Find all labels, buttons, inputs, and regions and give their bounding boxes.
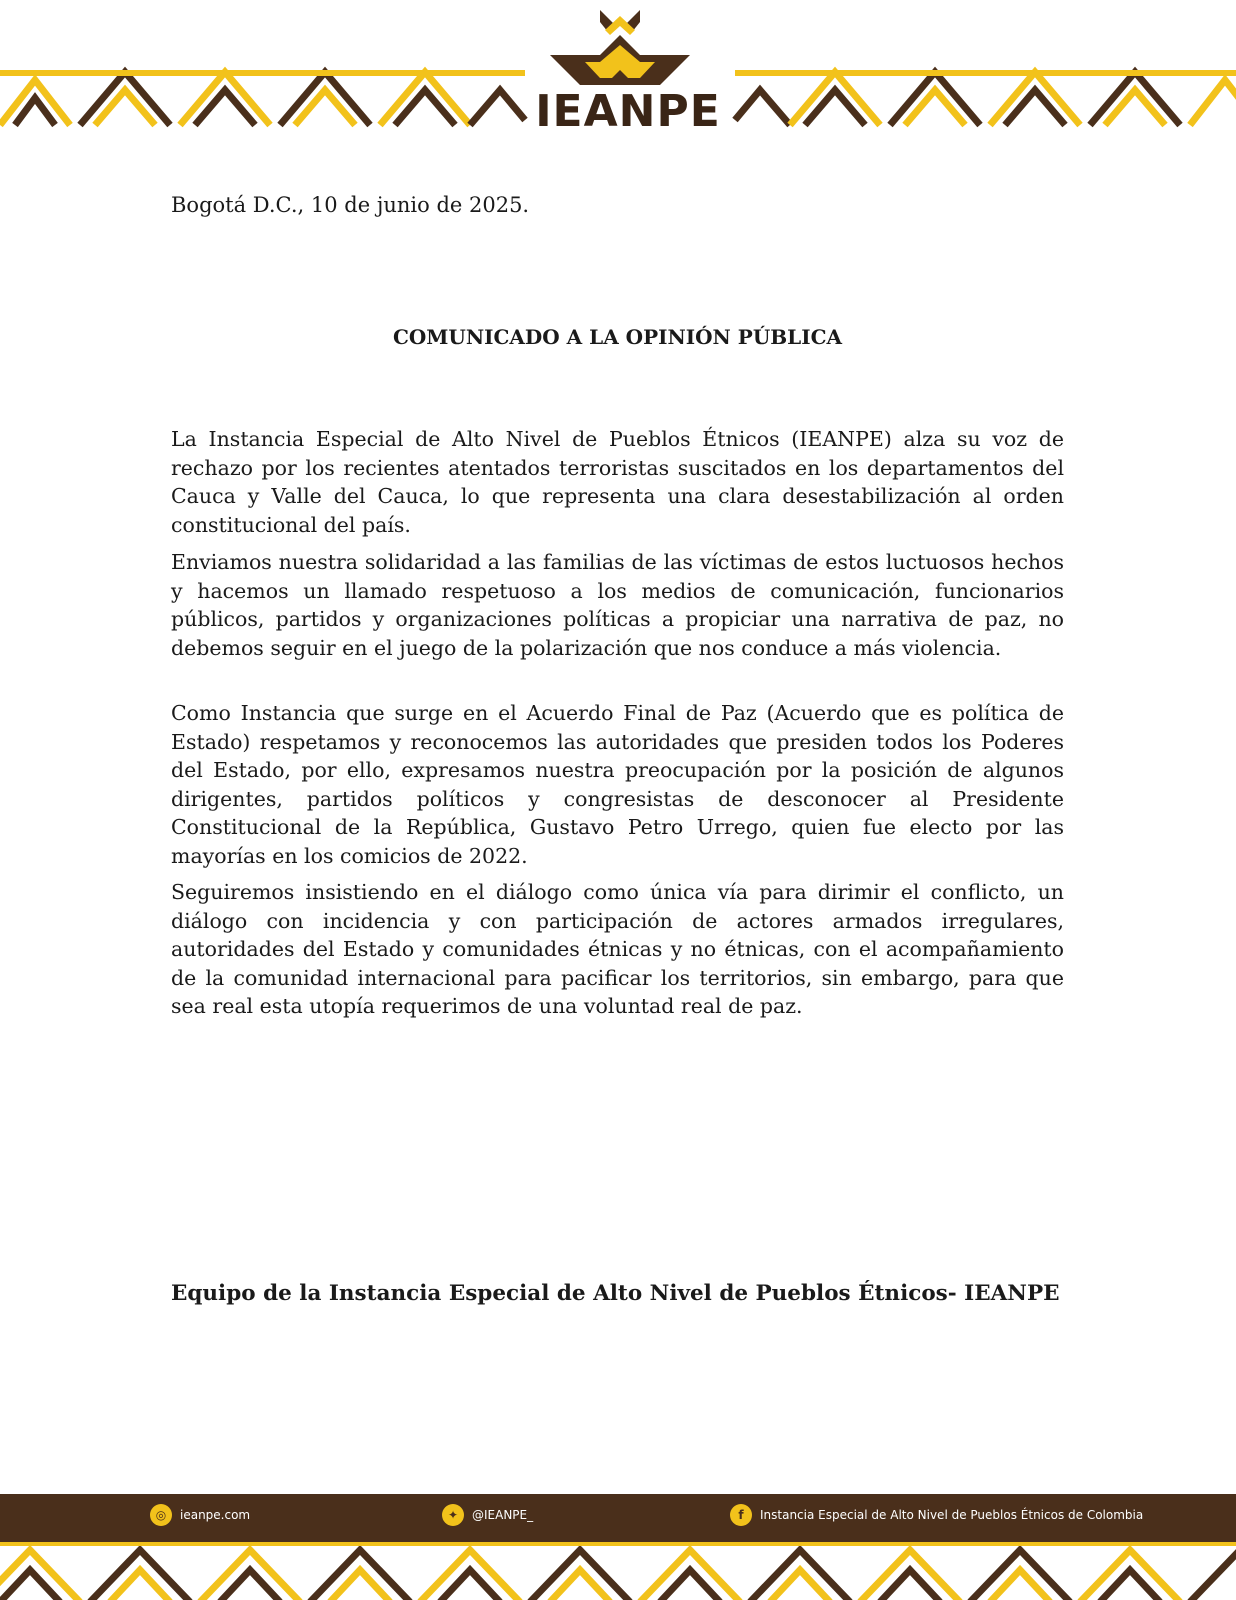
signature: Equipo de la Instancia Especial de Alto Nivel de Pueblos Étnicos- IEANPE xyxy=(171,1281,1060,1306)
paragraph-4: Seguiremos insistiendo en el diálogo como única vía para dirimir el conflicto, un diálogo con incidencia y con participación de actores armados irregulares, autoridades del Estado y comunidades étnicas y no étnicas, con el acompañamiento de la comunidad internacional para pacificar los territorios, sin embargo, para que sea real esta utopía requerimos de una voluntad real de paz. xyxy=(171,880,1064,1018)
ieanpe-logo-icon xyxy=(550,10,690,85)
footer-twitter[interactable] xyxy=(442,1504,533,1526)
footer-website[interactable] xyxy=(150,1504,250,1526)
facebook-icon: f xyxy=(730,1504,752,1526)
paragraph-2: Enviamos nuestra solidaridad a las familias de las víctimas de estos luctuosos hechos y hacemos un llamado respetuoso a los medios de comunicación, funcionarios públicos, partidos y organizaciones políticas a propiciar una narrativa de paz, no debemos seguir en el juego de la polarización que nos conduce a más violencia. xyxy=(171,550,1064,660)
document-title: COMUNICADO A LA OPINIÓN PÚBLICA xyxy=(392,325,843,349)
facebook-page: Instancia Especial de Alto Nivel de Pueblos Étnicos de Colombia xyxy=(760,1508,1144,1522)
document-date: Bogotá D.C., 10 de junio de 2025. xyxy=(171,193,530,217)
globe-icon: ◎ xyxy=(150,1504,172,1526)
header-banner xyxy=(0,0,1236,135)
paragraph-1: La Instancia Especial de Alto Nivel de Pueblos Étnicos (IEANPE) alza su voz de rechazo por los recientes atentados terroristas suscitados en los departamentos del Cauca y Valle del Cauca, lo que representa una clara desestabilización al orden constitucional del país. xyxy=(171,427,1064,537)
footer-facebook[interactable] xyxy=(730,1504,1143,1526)
geometric-pattern-footer xyxy=(0,1542,1236,1600)
twitter-icon: ✦ xyxy=(442,1504,464,1526)
website-label: ieanpe.com xyxy=(180,1508,251,1522)
twitter-handle: @IEANPE_ xyxy=(472,1508,534,1522)
brand-name: IEANPE xyxy=(535,86,721,137)
paragraph-3: Como Instancia que surge en el Acuerdo Final de Paz (Acuerdo que es política de Estado) respetamos y reconocemos las autoridades que presiden todos los Poderes del Estado, por ello, expresamos nuestra preocupación por la posición de algunos dirigentes, partidos políticos y congresistas de desconocer al Presidente Constitucional de la República, Gustavo Petro Urrego, quien fue electo por las mayorías en los comicios de 2022. xyxy=(171,701,1064,868)
footer-pattern xyxy=(0,1542,1236,1600)
